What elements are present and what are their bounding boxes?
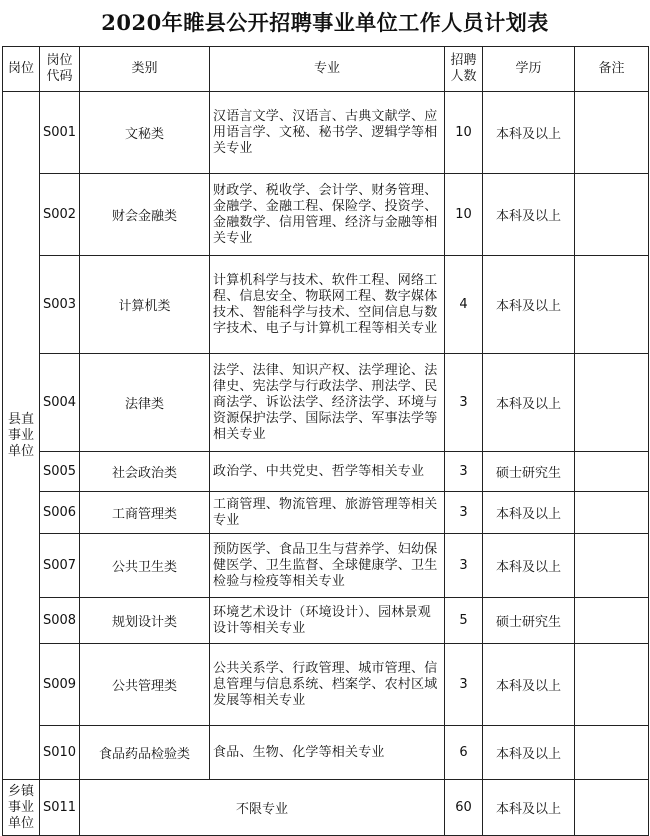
row-remarks: [575, 726, 649, 780]
row-major: 工商管理、物流管理、旅游管理等相关专业: [210, 492, 445, 534]
row-category: 计算机类: [80, 256, 210, 354]
row-category: 财会金融类: [80, 174, 210, 256]
table-row: [3, 726, 649, 780]
row-remarks: [575, 598, 649, 644]
row-education: 本科及以上: [483, 492, 575, 534]
table-row: [3, 598, 649, 644]
table-row: [3, 492, 649, 534]
row-education: 本科及以上: [483, 354, 575, 452]
row-major: 环境艺术设计（环境设计）、园林景观设计等相关专业: [210, 598, 445, 644]
row-count: 10: [445, 174, 483, 256]
row-count: 10: [445, 92, 483, 174]
header-row: [3, 47, 649, 92]
row-major: 政治学、中共党史、哲学等相关专业: [210, 452, 445, 492]
table-row: [3, 256, 649, 354]
row-remarks: [575, 92, 649, 174]
row-education: 本科及以上: [483, 726, 575, 780]
row-remarks: [575, 534, 649, 598]
row-remarks: [575, 452, 649, 492]
row-count: 3: [445, 534, 483, 598]
row-count: 3: [445, 492, 483, 534]
row-education: 本科及以上: [483, 92, 575, 174]
row-major: 预防医学、食品卫生与营养学、妇幼保健医学、卫生监督、全球健康学、卫生检验与检疫等相关专业: [210, 534, 445, 598]
row-count: 6: [445, 726, 483, 780]
header-code: 岗位代码: [40, 47, 80, 92]
row-code: S006: [40, 492, 80, 534]
row-category: 规划设计类: [80, 598, 210, 644]
row-code: S001: [40, 92, 80, 174]
table-row: [3, 92, 649, 174]
page-title: 2020年睢县公开招聘事业单位工作人员计划表: [101, 10, 549, 35]
table-row: [3, 174, 649, 256]
row-major: 公共关系学、行政管理、城市管理、信息管理与信息系统、档案学、农村区域发展等相关专业: [210, 644, 445, 726]
table-row: [3, 452, 649, 492]
recruitment-table: [2, 46, 649, 836]
row-code: S009: [40, 644, 80, 726]
row-count: 60: [445, 780, 483, 836]
row-major: 不限专业: [80, 780, 445, 836]
row-code: S004: [40, 354, 80, 452]
row-education: 本科及以上: [483, 534, 575, 598]
row-category: 法律类: [80, 354, 210, 452]
row-category: 公共管理类: [80, 644, 210, 726]
row-category: 食品药品检验类: [80, 726, 210, 780]
row-count: 5: [445, 598, 483, 644]
row-category: 工商管理类: [80, 492, 210, 534]
header-major: 专业: [210, 47, 445, 92]
row-category: 公共卫生类: [80, 534, 210, 598]
row-remarks: [575, 644, 649, 726]
row-education: 本科及以上: [483, 174, 575, 256]
row-code: S003: [40, 256, 80, 354]
row-major: 法学、法律、知识产权、法学理论、法律史、宪法学与行政法学、刑法学、民商法学、诉讼法学、经济法学、环境与资源保护法学、国际法学、军事法学等相关专业: [210, 354, 445, 452]
header-post: 岗位: [3, 47, 40, 92]
row-education: 本科及以上: [483, 780, 575, 836]
row-category: 社会政治类: [80, 452, 210, 492]
row-code: S005: [40, 452, 80, 492]
row-education: 硕士研究生: [483, 452, 575, 492]
row-remarks: [575, 256, 649, 354]
row-remarks: [575, 780, 649, 836]
header-education: 学历: [483, 47, 575, 92]
row-code: S008: [40, 598, 80, 644]
row-major: 食品、生物、化学等相关专业: [210, 726, 445, 780]
row-count: 3: [445, 354, 483, 452]
row-code: S002: [40, 174, 80, 256]
table-row: [3, 534, 649, 598]
row-major: 汉语言文学、汉语言、古典文献学、应用语言学、文秘、秘书学、逻辑学等相关专业: [210, 92, 445, 174]
row-remarks: [575, 492, 649, 534]
row-count: 3: [445, 452, 483, 492]
header-category: 类别: [80, 47, 210, 92]
row-count: 3: [445, 644, 483, 726]
row-count: 4: [445, 256, 483, 354]
row-major: 财政学、税收学、会计学、财务管理、金融学、金融工程、保险学、投资学、金融数学、信用管理、经济与金融等相关专业: [210, 174, 445, 256]
table-row: [3, 644, 649, 726]
table-row: [3, 354, 649, 452]
group-county: 县直事业单位: [3, 92, 40, 780]
row-remarks: [575, 354, 649, 452]
row-major: 计算机科学与技术、软件工程、网络工程、信息安全、物联网工程、数字媒体技术、智能科学与技术、空间信息与数字技术、电子与计算机工程等相关专业: [210, 256, 445, 354]
row-education: 硕士研究生: [483, 598, 575, 644]
group-town: 乡镇事业单位: [3, 780, 40, 836]
row-category: 文秘类: [80, 92, 210, 174]
row-education: 本科及以上: [483, 644, 575, 726]
header-count: 招聘人数: [445, 47, 483, 92]
row-education: 本科及以上: [483, 256, 575, 354]
row-code: S010: [40, 726, 80, 780]
row-code: S007: [40, 534, 80, 598]
header-remarks: 备注: [575, 47, 649, 92]
row-remarks: [575, 174, 649, 256]
table-row-town: [3, 780, 649, 836]
row-code: S011: [40, 780, 80, 836]
